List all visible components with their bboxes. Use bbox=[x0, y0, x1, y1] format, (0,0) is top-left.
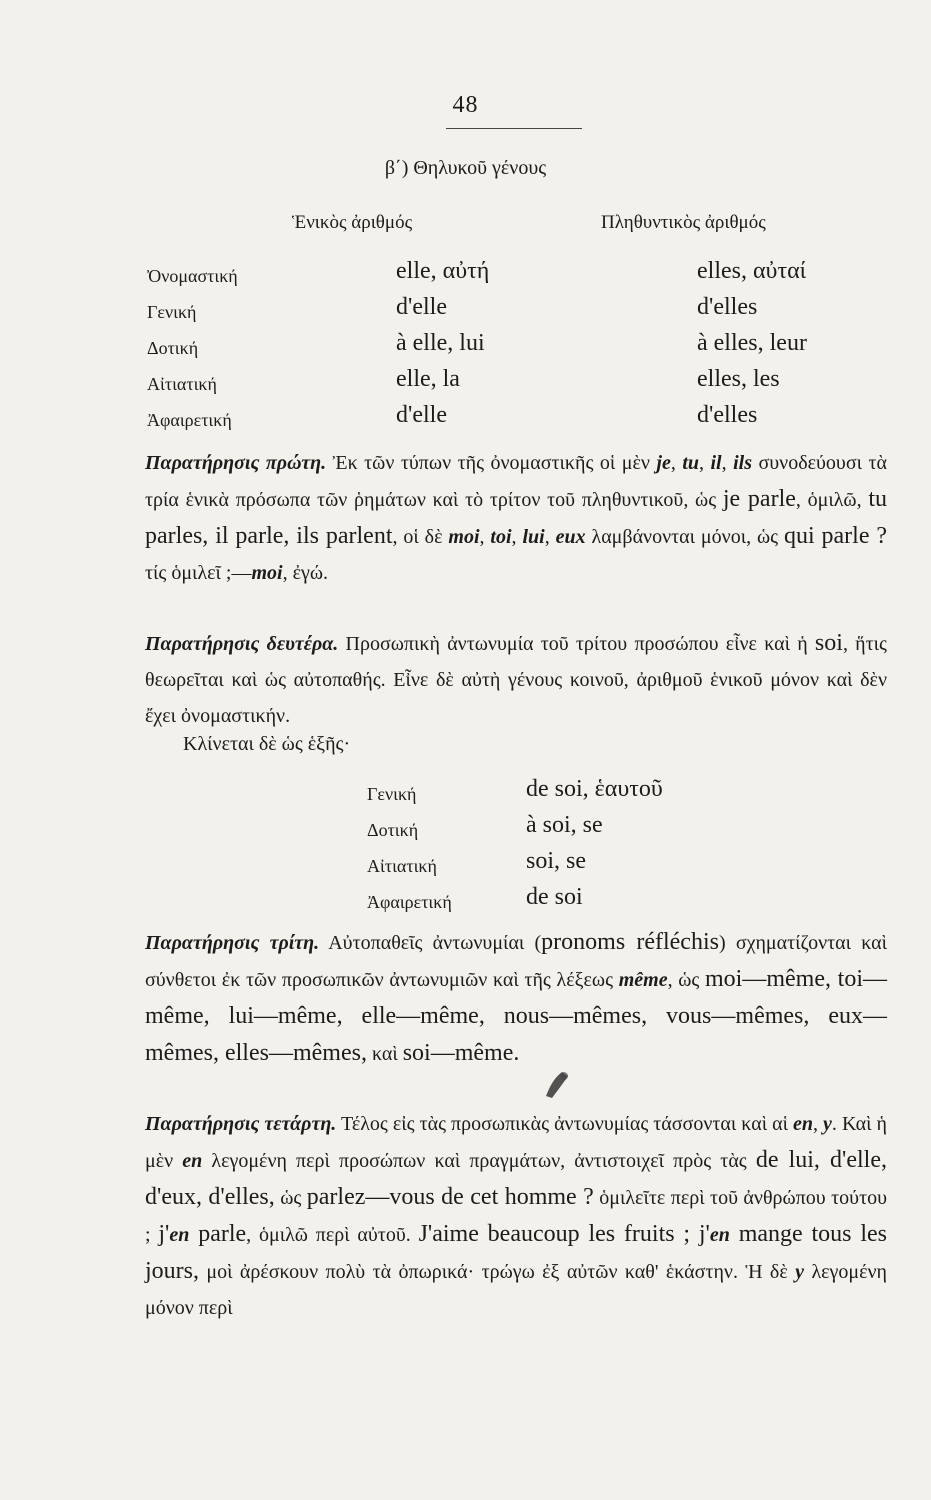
case-form: à soi, se bbox=[526, 812, 603, 838]
case-name: Γενική bbox=[367, 784, 417, 804]
note-title: Παρατήρησις τρίτη. bbox=[145, 932, 320, 954]
plural-form: elles, les bbox=[697, 366, 780, 392]
column-header-singular: Ἑνικὸς ἀριθμός bbox=[292, 212, 413, 233]
declines-line: Κλίνεται δὲ ὡς ἑξῆς· bbox=[183, 733, 351, 755]
header-rule bbox=[446, 128, 582, 129]
table-row bbox=[0, 776, 931, 812]
note-third: Παρατήρησις τρίτη. Αὐτοπαθεῖς ἀντωνυμίαι (pronoms réfléchis) σχηματίζονται καὶ σύνθετοι ἐκ τῶν προσωπικῶν ἀντωνυμιῶν καὶ τῆς λέξεως même, ὡς moi—même, toi—même, lui—même, elle—même, nous—mêmes, vous—mêmes, eux—mêmes, elles—mêmes, καὶ soi—même. bbox=[145, 929, 888, 1066]
singular-form: elle, αὐτή bbox=[396, 258, 490, 284]
singular-form: d'elle bbox=[396, 294, 447, 320]
case-name: Δοτική bbox=[147, 338, 199, 358]
table-row bbox=[0, 884, 931, 920]
case-form: de soi, ἑαυτοῦ bbox=[526, 776, 663, 802]
declension-table bbox=[0, 258, 931, 438]
page-number: 48 bbox=[452, 92, 479, 118]
soi-declension-table bbox=[0, 776, 931, 920]
table-row bbox=[0, 848, 931, 884]
case-name: Αἰτιατική bbox=[147, 374, 217, 394]
case-name: Ὀνομαστική bbox=[147, 266, 238, 286]
ink-smudge-icon bbox=[540, 1066, 574, 1102]
section-title: β΄) Θηλυκοῦ γένους bbox=[384, 157, 547, 179]
note-title: Παρατήρησις δευτέρα. bbox=[145, 633, 339, 655]
plural-form: à elles, leur bbox=[697, 330, 807, 356]
case-form: soi, se bbox=[526, 848, 586, 874]
singular-form: d'elle bbox=[396, 402, 447, 428]
case-name: Γενική bbox=[147, 302, 197, 322]
singular-form: à elle, lui bbox=[396, 330, 485, 356]
note-first: Παρατήρησις πρώτη. Ἐκ τῶν τύπων τῆς ὀνομαστικῆς οἱ μὲν je, tu, il, ils συνοδεύουσι τὰ τρία ἑνικὰ πρόσωπα τῶν ῥημάτων καὶ τὸ τρίτον τοῦ πληθυντικοῦ, ὡς je parle, ὁμιλῶ, tu parles, il parle, ils parlent, οἱ δὲ moi, toi, lui, eux λαμβάνονται μόνοι, ὡς qui parle ? τίς ὁμιλεῖ ;—moi, ἐγώ. bbox=[145, 452, 888, 584]
column-header-plural: Πληθυντικὸς ἀριθμός bbox=[601, 212, 766, 233]
note-second: Παρατήρησις δευτέρα. Προσωπικὴ ἀντωνυμία τοῦ τρίτου προσώπου εἶνε καὶ ἡ soi, ἥτις θεωρεῖται καὶ ὡς αὐτοπαθής. Εἶνε δὲ αὐτὴ γένους κοινοῦ, ἀριθμοῦ ἑνικοῦ μόνον καὶ δὲν ἔχει ὀνομαστικήν. bbox=[145, 630, 887, 727]
table-row bbox=[0, 812, 931, 848]
table-row bbox=[0, 366, 931, 402]
singular-form: elle, la bbox=[396, 366, 460, 392]
case-name: Δοτική bbox=[367, 820, 419, 840]
note-title: Παρατήρησις πρώτη. bbox=[145, 452, 327, 474]
table-row bbox=[0, 258, 931, 294]
plural-form: d'elles bbox=[697, 402, 758, 428]
case-name: Ἀφαιρετική bbox=[147, 410, 232, 430]
plural-form: d'elles bbox=[697, 294, 758, 320]
table-row bbox=[0, 330, 931, 366]
note-title: Παρατήρησις τετάρτη. bbox=[145, 1113, 337, 1135]
case-name: Ἀφαιρετική bbox=[367, 892, 452, 912]
note-fourth: Παρατήρησις τετάρτη. Τέλος εἰς τὰς προσωπικὰς ἀντωνυμίας τάσσονται καὶ αἱ en, y. Καὶ ἡ μὲν en λεγομένη περὶ προσώπων καὶ πραγμάτων, ἀντιστοιχεῖ πρὸς τὰς de lui, d'elle, d'eux, d'elles, ὡς parlez—vous de cet homme ? ὁμιλεῖτε περὶ τοῦ ἀνθρώπου τούτου ; j'en parle, ὁμιλῶ περὶ αὐτοῦ. J'aime beaucoup les fruits ; j'en mange tous les jours, μοὶ ἀρέσκουν πολὺ τὰ ὀπωρικά· τρώγω ἐξ αὐτῶν καθ' ἑκάστην. Ἡ δὲ y λεγομένη μόνον περὶ bbox=[145, 1113, 888, 1319]
plural-form: elles, αὐταί bbox=[697, 258, 807, 284]
table-row bbox=[0, 402, 931, 438]
table-row bbox=[0, 294, 931, 330]
case-form: de soi bbox=[526, 884, 583, 910]
case-name: Αἰτιατική bbox=[367, 856, 437, 876]
